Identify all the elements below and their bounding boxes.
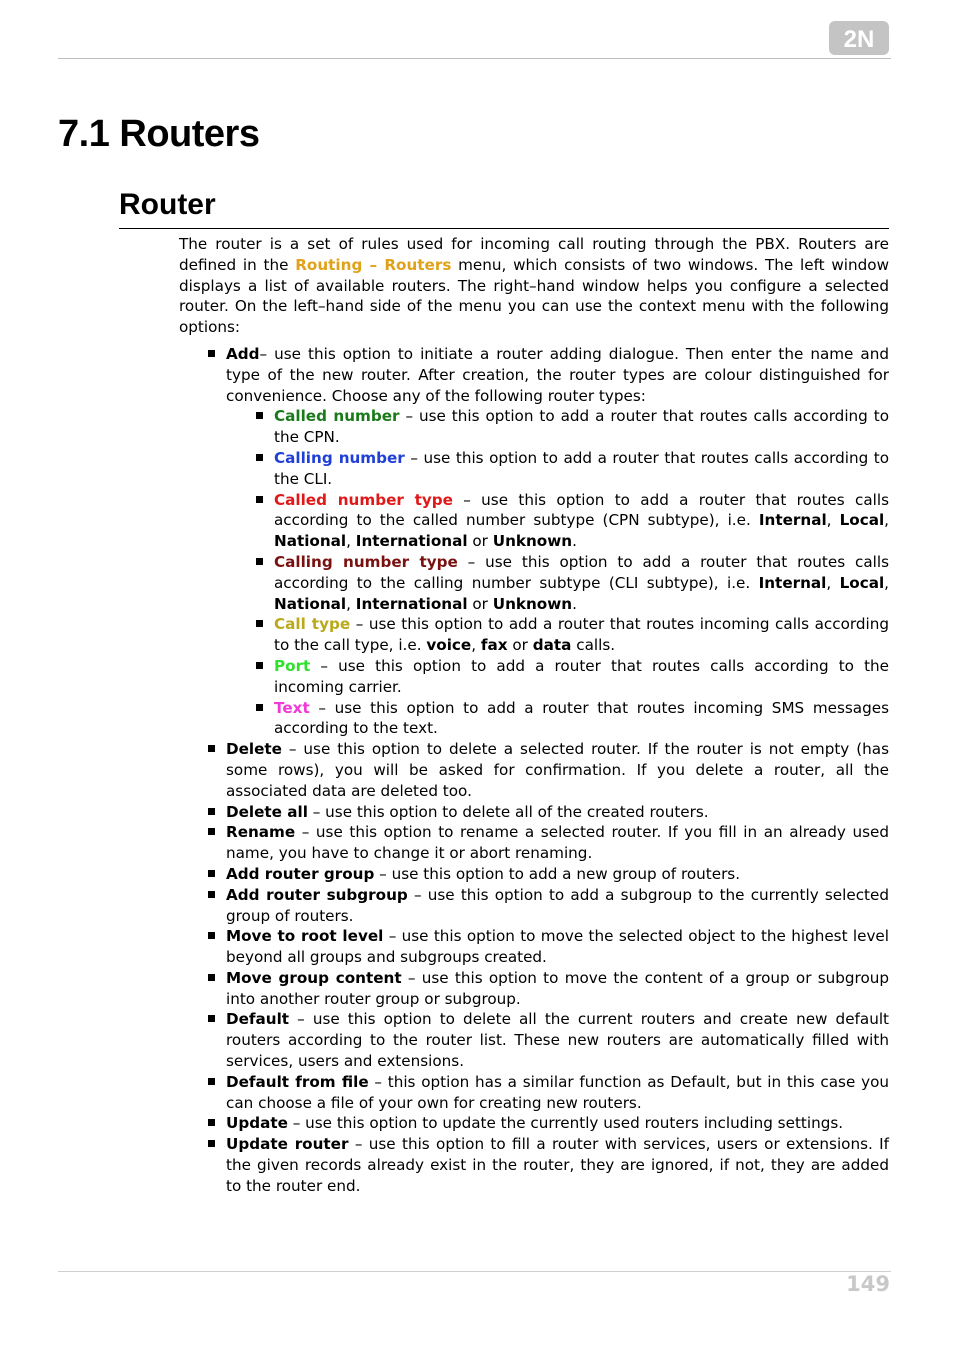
option-rename xyxy=(226,822,889,864)
type-called-number-type: Called number type – use this option to add a router that routes calls according to the called number subtype (CPN subtype), i.e. Internal, Local, National, International or Unknown. xyxy=(274,490,889,551)
value-local: Local xyxy=(839,511,885,530)
intro-text-1: The router is a set of rules used for incoming call routing through the PBX. Routers are defined in the xyxy=(179,235,889,274)
section-rule xyxy=(119,228,889,229)
value-local: Local xyxy=(839,573,885,592)
option-term: Default from file xyxy=(226,1072,369,1091)
page-number: 149 xyxy=(846,1272,890,1296)
type-called-number xyxy=(274,406,889,448)
value-national: National xyxy=(274,532,347,551)
type-term: Calling number xyxy=(274,448,405,467)
logo-text: 2N xyxy=(843,26,875,53)
2n-logo-icon xyxy=(828,20,890,56)
option-term: Delete all xyxy=(226,802,308,821)
option-term: Default xyxy=(226,1010,290,1029)
option-move-group-content xyxy=(226,968,889,1010)
option-default-from-file xyxy=(226,1072,889,1114)
value-internal: Internal xyxy=(758,511,827,530)
type-text xyxy=(274,698,889,740)
option-delete xyxy=(226,739,889,801)
header-rule xyxy=(58,58,891,59)
type-desc: – use this option to add a router that routes calls according to the incoming carrier. xyxy=(274,656,889,696)
option-desc: – use this option to rename a selected router. If you fill in an already used name, you have to change it or abort renaming. xyxy=(226,823,889,863)
option-add xyxy=(226,344,889,739)
value-national: National xyxy=(274,594,347,613)
option-delete-all xyxy=(226,802,889,823)
menu-path: Routing – Routers xyxy=(295,255,452,274)
type-term: Text xyxy=(274,698,310,717)
body-content xyxy=(179,234,889,1197)
option-list xyxy=(226,344,889,1197)
type-desc: – use this option to add a router that routes calls according to the calling number subtype (CLI subtype), i.e. xyxy=(274,552,889,592)
option-desc: – use this option to initiate a router adding dialogue. Then enter the name and type of the new router. After creation, the router types are colour distinguished for convenience. Choose any of the following router types: xyxy=(226,344,889,405)
type-desc: – use this option to add a router that routes calls according to the CLI. xyxy=(274,448,889,488)
option-desc: – this option has a similar function as Default, but in this case you can choose a file of your own for creating new routers. xyxy=(226,1072,889,1112)
type-term: Called number type xyxy=(274,490,453,509)
option-default xyxy=(226,1009,889,1071)
type-calling-number xyxy=(274,448,889,490)
option-term: Delete xyxy=(226,740,282,759)
option-term: Add router group xyxy=(226,864,375,883)
type-calling-number-type: Calling number type – use this option to add a router that routes calls according to the calling number subtype (CLI subtype), i.e. Internal, Local, National, International or Unknown. xyxy=(274,552,889,613)
type-desc: – use this option to add a router that routes calls according to the called number subtype (CPN subtype), i.e. xyxy=(274,490,889,530)
type-term: Port xyxy=(274,656,311,675)
option-desc: – use this option to delete a selected router. If the router is not empty (has some rows), you will be asked for confirmation. If you delete a router, all the associated data are deleted too. xyxy=(226,740,889,800)
type-desc-end: calls. xyxy=(571,636,616,655)
value-unknown: Unknown xyxy=(492,594,573,613)
option-desc: – use this option to add a new group of routers. xyxy=(374,864,741,883)
value-data: data xyxy=(532,636,572,655)
option-desc: – use this option to delete all the current routers and create new default routers according to the router list. These new routers are automatically filled with services, users and extensions. xyxy=(226,1010,889,1071)
conj-or: or xyxy=(467,594,493,613)
type-term: Calling number type xyxy=(274,552,458,571)
option-term: Update router xyxy=(226,1135,349,1154)
value-fax: fax xyxy=(480,636,508,655)
footer-rule xyxy=(58,1271,891,1272)
intro-paragraph xyxy=(179,234,889,338)
option-update-router xyxy=(226,1134,889,1196)
option-term: Update xyxy=(226,1114,288,1133)
option-term: Rename xyxy=(226,823,296,842)
option-add-router-group xyxy=(226,864,889,885)
type-term: Call type xyxy=(274,615,351,634)
intro-text-2: menu, which consists of two windows. The left window displays a list of available routers. The right–hand window helps you configure a selected router. On the left–hand side of the menu you can use the context menu with the following options: xyxy=(179,255,889,337)
option-desc: – use this option to move the selected object to the highest level beyond all groups and subgroups created. xyxy=(226,927,889,967)
type-desc: – use this option to add a router that routes calls according to the CPN. xyxy=(274,407,889,447)
option-desc: – use this option to add a subgroup to the currently selected group of routers. xyxy=(226,885,889,925)
option-update xyxy=(226,1113,889,1134)
option-term: Move group content xyxy=(226,968,402,987)
value-internal: Internal xyxy=(758,573,827,592)
type-call-type: Call type – use this option to add a router that routes incoming calls according to the call type, i.e. voice, fax or data calls. xyxy=(274,615,890,655)
option-term: Add xyxy=(226,344,260,363)
value-international: International xyxy=(355,594,468,613)
option-add-router-subgroup xyxy=(226,885,889,927)
value-voice: voice xyxy=(426,636,472,655)
option-move-to-root xyxy=(226,926,889,968)
option-desc: – use this option to update the currently used routers including settings. xyxy=(287,1114,844,1133)
option-term: Add router subgroup xyxy=(226,885,408,904)
type-desc: – use this option to add a router that routes incoming SMS messages according to the text. xyxy=(274,698,889,738)
conj-or: or xyxy=(507,636,533,655)
chapter-title: 7.1 Routers xyxy=(58,113,260,155)
value-international: International xyxy=(355,532,468,551)
conj-or: or xyxy=(467,532,493,551)
option-term: Move to root level xyxy=(226,927,384,946)
type-port xyxy=(274,656,889,698)
value-unknown: Unknown xyxy=(492,532,573,551)
option-desc: – use this option to move the content of a group or subgroup into another router group or subgroup. xyxy=(226,968,890,1008)
router-type-list xyxy=(274,406,889,739)
type-desc: – use this option to add a router that routes incoming calls according to the call type, i.e. xyxy=(274,615,890,655)
option-desc: – use this option to delete all of the created routers. xyxy=(307,802,709,821)
option-desc: – use this option to fill a router with services, users or extensions. If the given records already exist in the router, they are ignored, if not, they are added to the router end. xyxy=(226,1135,889,1195)
type-term: Called number xyxy=(274,407,400,426)
section-title: Router xyxy=(119,188,216,221)
